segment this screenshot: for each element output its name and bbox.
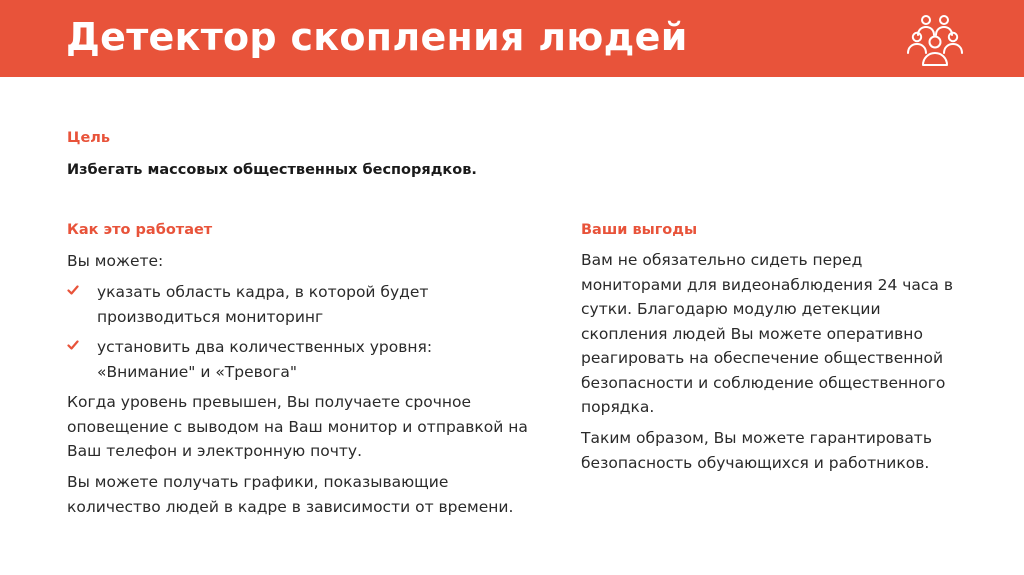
list-item [67, 280, 497, 330]
benefits-paragraph: Таким образом, Вы можете гарантировать безопасность обучающихся и работников. [581, 429, 932, 472]
list-item [67, 335, 497, 385]
page-title: Детектор скопления людей [66, 15, 688, 59]
goal-text: Избегать массовых общественных беспорядков. [67, 162, 477, 178]
how-it-works-heading: Как это работает [67, 222, 213, 238]
header-bar [0, 0, 1024, 77]
people-group-icon [905, 13, 965, 67]
benefits-paragraph: Вам не обязательно сидеть перед мониторами для видеонаблюдения 24 часа в сутки. Благодарю модулю детекции скопления людей Вы можете оперативно реагировать на обеспечение общественной безопасности и соблюдение общественного порядка. [581, 251, 953, 416]
benefits-heading: Ваши выгоды [581, 222, 698, 238]
goal-heading: Цель [67, 130, 111, 146]
checkmark-icon [67, 284, 79, 296]
how-it-works-intro: Вы можете: [67, 252, 164, 270]
how-it-works-paragraph: Когда уровень превышен, Вы получаете срочное оповещение с выводом на Ваш монитор и отправкой на Ваш телефон и электронную почту. [67, 393, 528, 460]
checkmark-icon [67, 339, 79, 351]
list-item-text: установить два количественных уровня: «Внимание" и «Тревога" [97, 338, 433, 381]
how-it-works-paragraph: Вы можете получать графики, показывающие количество людей в кадре в зависимости от времени. [67, 473, 514, 516]
list-item-text: указать область кадра, в которой будет производиться мониторинг [97, 283, 429, 326]
